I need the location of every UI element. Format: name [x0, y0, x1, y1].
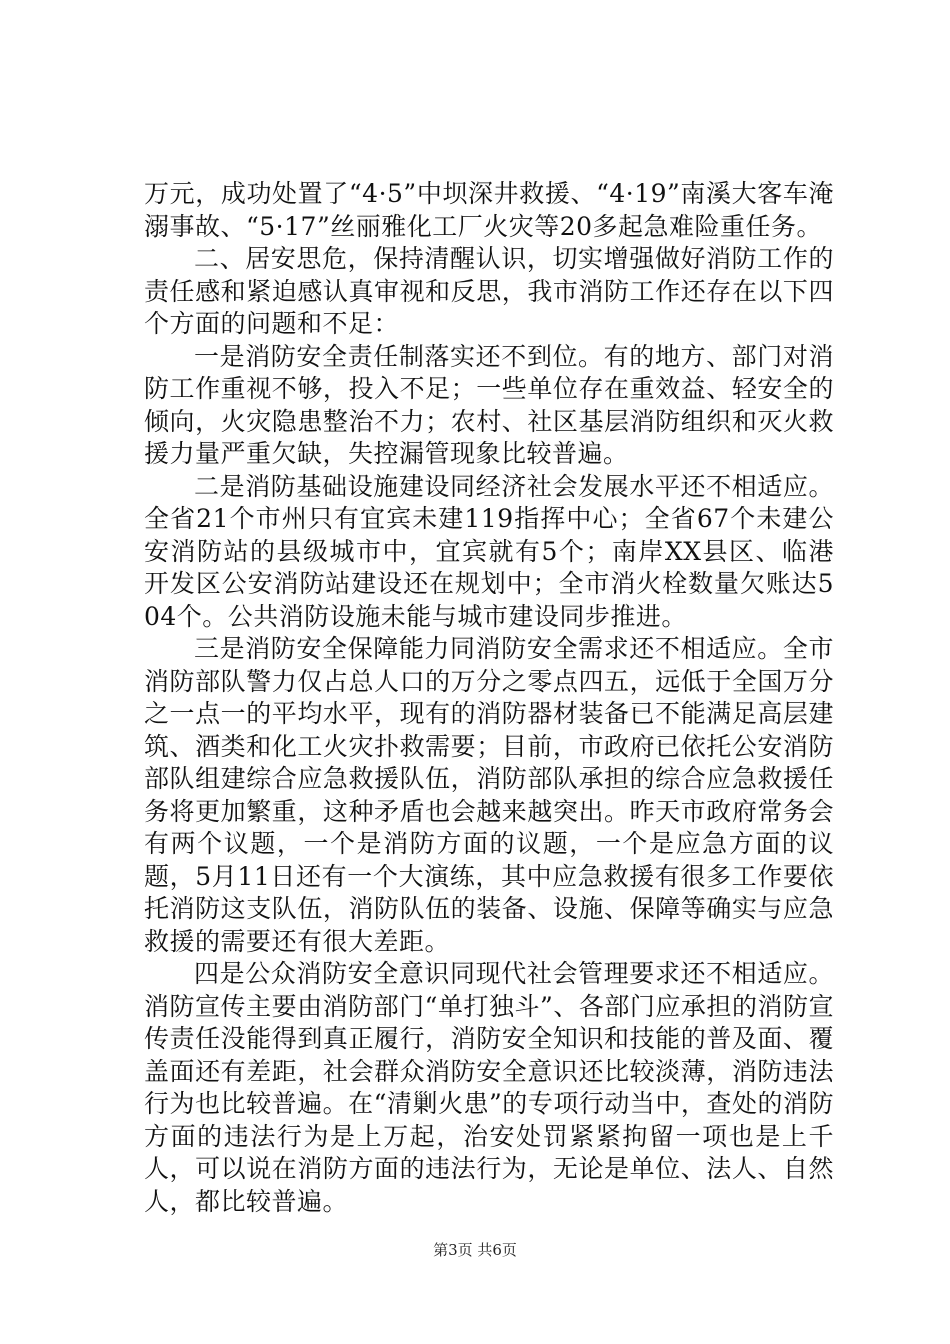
paragraph-section-heading: 二、居安思危，保持清醒认识，切实增强做好消防工作的责任感和紧迫感认真审视和反思，我市消防工作还存在以下四个方面的问题和不足： — [144, 244, 834, 338]
paragraph-point-one: 一是消防安全责任制落实还不到位。有的地方、部门对消防工作重视不够，投入不足；一些单位存在重效益、轻安全的倾向，火灾隐患整治不力；农村、社区基层消防组织和灭火救援力量严重欠缺，失控漏管现象比较普遍。 — [144, 341, 834, 468]
page-number-footer: 第3页 共6页 — [433, 1241, 517, 1259]
paragraph-continuation: 万元，成功处置了“4·5”中坝深井救援、“4·19”南溪大客车淹溺事故、“5·17”丝丽雅化工厂火灾等20多起急难险重任务。 — [144, 179, 834, 241]
document-body — [144, 178, 834, 1218]
paragraph-point-four: 四是公众消防安全意识同现代社会管理要求还不相适应。消防宣传主要由消防部门“单打独斗”、各部门应承担的消防宣传责任没能得到真正履行，消防安全知识和技能的普及面、覆盖面还有差距，社会群众消防安全意识还比较淡薄，消防违法行为也比较普遍。在“清剿火患”的专项行动当中，查处的消防方面的违法行为是上万起，治安处罚紧紧拘留一项也是上千人，可以说在消防方面的违法行为，无论是单位、法人、自然人，都比较普遍。 — [144, 959, 834, 1216]
paragraph-point-two: 二是消防基础设施建设同经济社会发展水平还不相适应。全省21个市州只有宜宾未建119指挥中心；全省67个未建公安消防站的县级城市中，宜宾就有5个；南岸XX县区、临港开发区公安消防站建设还在规划中；全市消火栓数量欠账达504个。公共消防设施未能与城市建设同步推进。 — [144, 471, 834, 631]
paragraph-point-three: 三是消防安全保障能力同消防安全需求还不相适应。全市消防部队警力仅占总人口的万分之零点四五，远低于全国万分之一点一的平均水平，现有的消防器材装备已不能满足高层建筑、酒类和化工火灾扑救需要；目前，市政府已依托公安消防部队组建综合应急救援队伍，消防部队承担的综合应急救援任务将更加繁重，这种矛盾也会越来越突出。昨天市政府常务会有两个议题，一个是消防方面的议题，一个是应急方面的议题，5月11日还有一个大演练，其中应急救援有很多工作要依托消防这支队伍，消防队伍的装备、设施、保障等确实与应急救援的需要还有很大差距。 — [144, 634, 834, 956]
